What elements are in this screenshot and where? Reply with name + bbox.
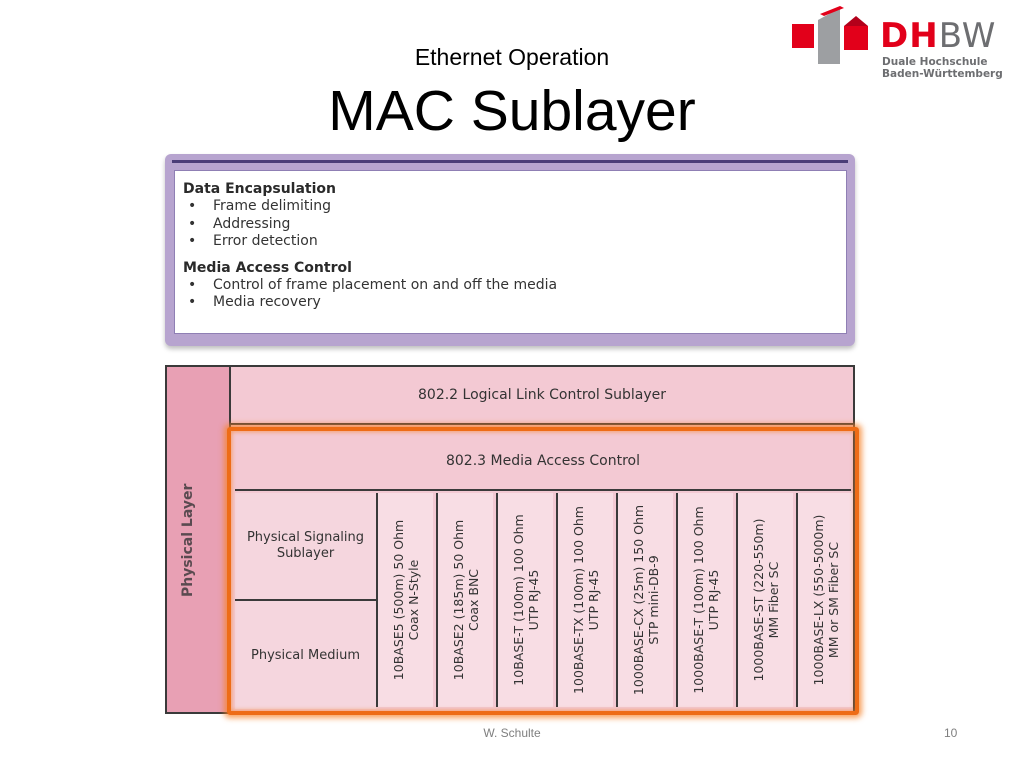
physical-medium: Physical Medium	[235, 601, 376, 709]
box-top-rule	[172, 160, 848, 163]
standard-medium: Coax BNC	[465, 568, 481, 632]
slide-title: MAC Sublayer	[328, 79, 696, 143]
llc-sublayer: 802.2 Logical Link Control Sublayer	[231, 367, 853, 425]
mac-highlight-frame	[227, 427, 859, 715]
logo-subtext: Duale Hochschule Baden-Württemberg	[882, 56, 1003, 80]
data-encapsulation-list	[183, 198, 846, 251]
list-item: • Frame delimiting	[188, 198, 332, 214]
standard-medium: UTP RJ-45	[585, 569, 601, 631]
standard-name: 10BASE5 (500m) 50 Ohm	[390, 519, 406, 681]
standard-medium: MM Fiber SC	[765, 561, 781, 639]
standard-name: 10BASE-T (100m) 100 Ohm	[510, 514, 526, 686]
standard-name: 1000BASE-T (100m) 100 Ohm	[690, 506, 706, 694]
standard-name: 100BASE-TX (100m) 100 Ohm	[570, 506, 586, 694]
list-item: • Addressing	[188, 215, 291, 232]
standard-medium: STP mini-DB-9	[645, 555, 661, 645]
standard-medium: Coax N-Style	[405, 559, 421, 641]
page-number: 10	[944, 726, 958, 740]
standard-medium: MM or SM Fiber SC	[825, 541, 841, 659]
standard-medium: UTP RJ-45	[705, 569, 721, 631]
list-item: • Control of frame placement on and off the media	[188, 276, 558, 293]
llc-functions-content	[174, 170, 847, 334]
physical-layer-label: Physical Layer	[180, 483, 196, 597]
standard-medium: UTP RJ-45	[525, 569, 541, 631]
standard-name: 1000BASE-ST (220-550m)	[750, 518, 766, 682]
list-item: • Error detection	[188, 233, 318, 249]
standard-name: 1000BASE-CX (25m) 150 Ohm	[630, 504, 646, 696]
dhbw-logo-mark-icon	[790, 6, 872, 68]
standard-name: 10BASE2 (185m) 50 Ohm	[450, 519, 466, 681]
dhbw-logo	[788, 6, 1018, 88]
media-access-control-list	[183, 277, 846, 312]
physical-signaling-sublayer: Physical Signaling Sublayer	[235, 493, 376, 601]
standard-name: 1000BASE-LX (550-5000m)	[810, 514, 826, 686]
section-heading-media-access-control: Media Access Control	[183, 259, 352, 276]
physical-layer-column	[167, 367, 231, 712]
section-heading-data-encapsulation: Data Encapsulation	[183, 181, 337, 197]
footer-author: W. Schulte	[483, 726, 541, 740]
logo-wordmark: DHBW	[880, 16, 997, 56]
list-item: • Media recovery	[188, 294, 321, 310]
slide-subtitle: Ethernet Operation	[414, 44, 610, 70]
mac-sublayer: 802.3 Media Access Control	[235, 433, 851, 491]
